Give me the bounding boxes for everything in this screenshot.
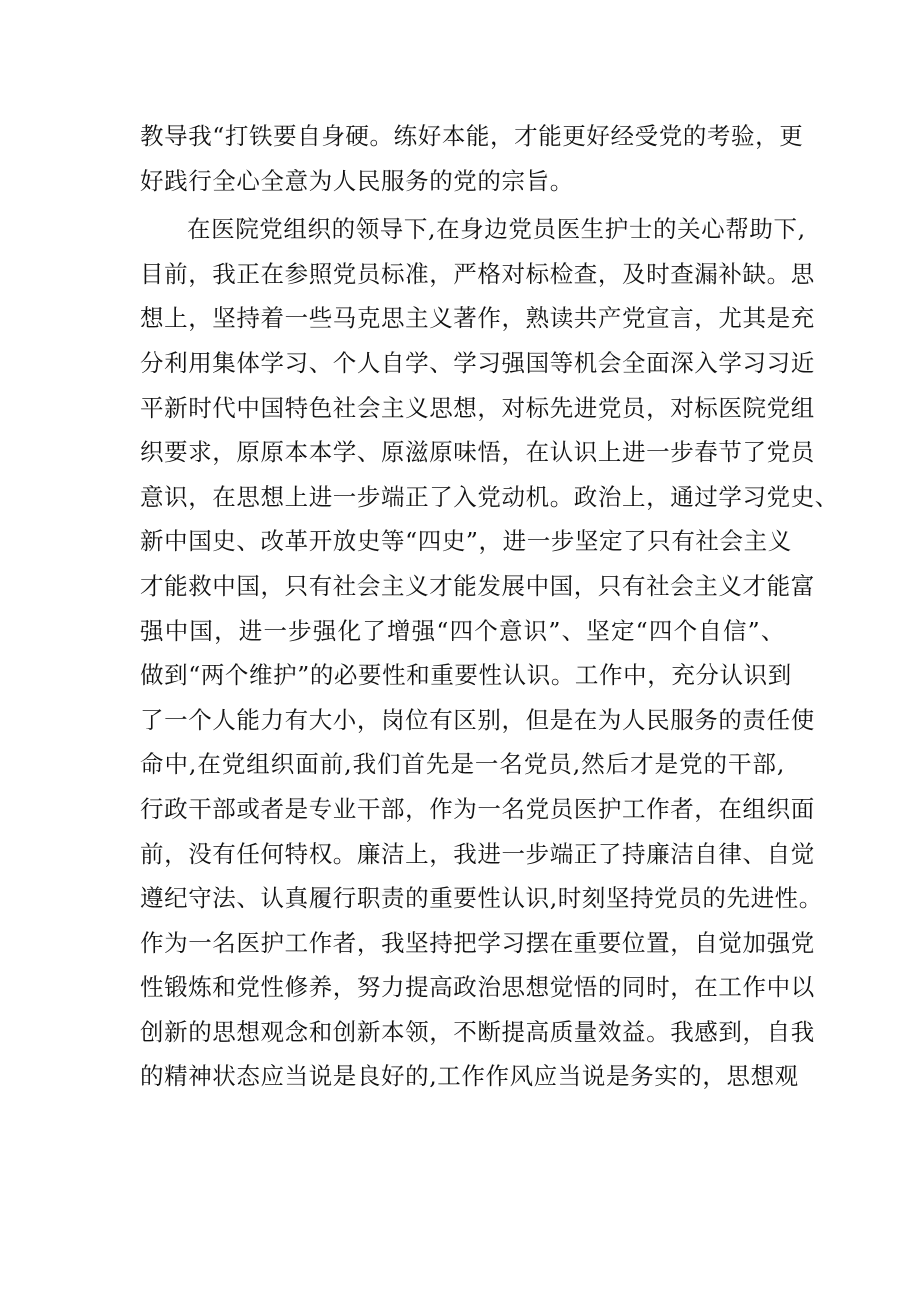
document-body: [140, 114, 839, 1099]
text-line: 教导我“打铁要自身硬。练好本能，才能更好经受党的考验，更: [140, 122, 804, 150]
text-line: 才能救中国，只有社会主义才能发展中国，只有社会主义才能富: [140, 571, 815, 600]
paragraph-2: [140, 207, 839, 1099]
text-line: 目前，我正在参照党员标准，严格对标检查，及时查漏补缺。思: [140, 259, 815, 288]
text-line: 好践行全心全意为人民服务的党的宗旨。: [140, 166, 574, 195]
text-line: 了一个人能力有大小，岗位有区别，但是在为人民服务的责任使: [140, 705, 815, 734]
text-line: 创新的思想观念和创新本领，不断提高质量效益。我感到，自我: [140, 1017, 815, 1046]
text-line: 分利用集体学习、个人自学、学习强国等机会全面深入学习习近: [140, 348, 815, 377]
text-line: 遵纪守法、认真履行职责的重要性认识,时刻坚持党员的先进性。: [140, 884, 823, 913]
text-line: 在医院党组织的领导下,在身边党员医生护士的关心帮助下,: [187, 215, 806, 244]
text-line: 意识，在思想上进一步端正了入党动机。政治上，通过学习党史、: [140, 482, 839, 511]
text-line: 性锻炼和党性修养，努力提高政治思想觉悟的同时，在工作中以: [140, 973, 815, 1002]
text-line: 作为一名医护工作者，我坚持把学习摆在重要位置，自觉加强党: [140, 928, 815, 957]
text-line: 平新时代中国特色社会主义思想，对标先进党员，对标医院党组: [140, 393, 815, 422]
text-line: 想上，坚持着一些马克思主义著作，熟读共产党宣言，尤其是充: [140, 304, 815, 333]
text-line: 做到“两个维护”的必要性和重要性认识。工作中，充分认识到: [140, 661, 792, 690]
text-line: 强中国，进一步强化了增强“四个意识”、坚定“四个自信”、: [140, 616, 785, 645]
text-line: 新中国史、改革开放史等“四史”，进一步坚定了只有社会主义: [140, 527, 792, 556]
paragraph-1: [140, 114, 804, 203]
text-line: 行政干部或者是专业干部，作为一名党员医护工作者，在组织面: [140, 794, 815, 823]
text-line: 命中,在党组织面前,我们首先是一名党员,然后才是党的干部,: [140, 750, 785, 779]
text-line: 的精神状态应当说是良好的,工作作风应当说是务实的，思想观: [140, 1062, 799, 1091]
text-line: 前，没有任何特权。廉洁上，我进一步端正了持廉洁自律、自觉: [140, 839, 815, 868]
text-line: 织要求，原原本本学、原滋原味悟，在认识上进一步春节了党员: [140, 438, 815, 467]
